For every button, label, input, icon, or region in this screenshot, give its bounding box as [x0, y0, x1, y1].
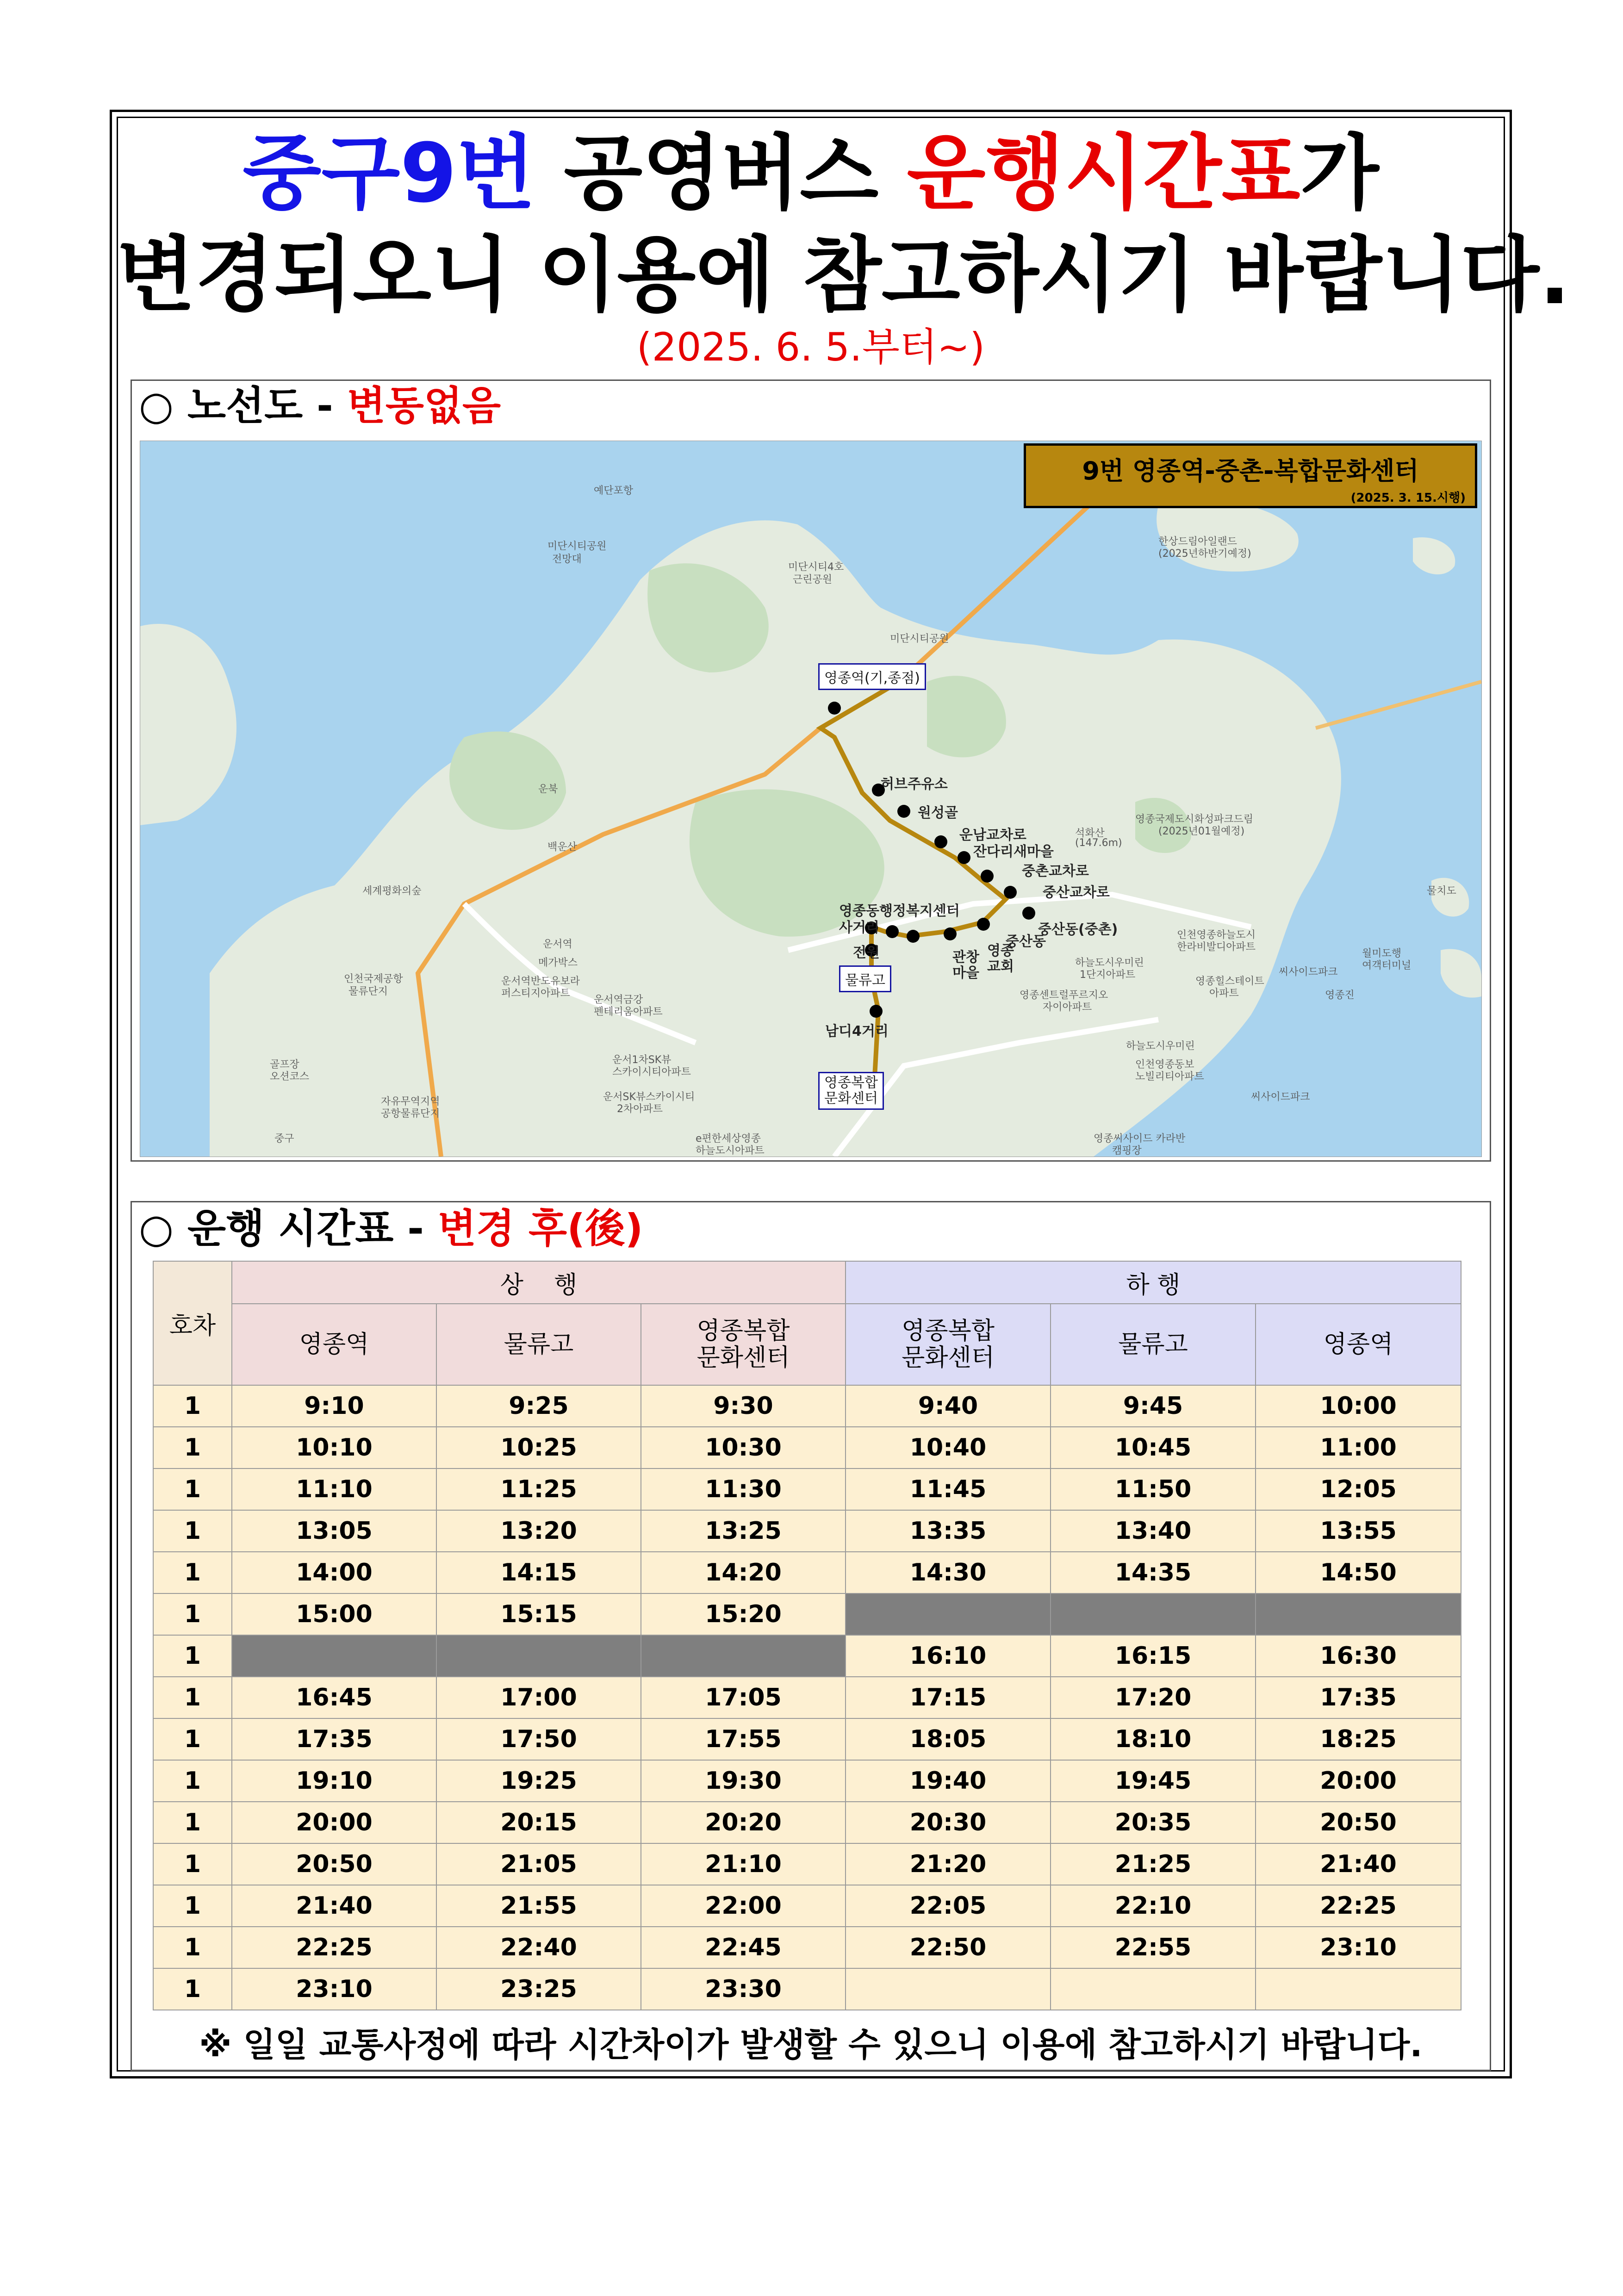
up-time-cell: 9:25: [436, 1385, 641, 1427]
down-time-cell: 23:10: [1256, 1927, 1461, 1968]
heading-label: 운행 시간표 -: [187, 1206, 438, 1252]
down-time-cell: [1051, 1968, 1256, 2010]
place-label: 자이아파트: [1043, 1002, 1092, 1013]
stop-label-jungsandong-chon: 중산동(중촌): [1038, 921, 1118, 938]
place-label: 미단시티4호: [788, 561, 844, 573]
up-time-cell: 14:15: [436, 1552, 641, 1593]
down-time-cell: 11:50: [1051, 1468, 1256, 1510]
down-time-cell: 18:05: [846, 1718, 1051, 1760]
col-header-car-no: 호차: [153, 1261, 232, 1385]
table-row: [153, 1843, 1461, 1885]
down-time-cell: [846, 1968, 1051, 2010]
down-time-cell: 20:30: [846, 1802, 1051, 1843]
stop-label-community-center: 영종동행정복지센터: [839, 903, 960, 919]
place-label: 예단포항: [594, 485, 634, 497]
table-row: [153, 1968, 1461, 2010]
place-label: 펜테리움아파트: [594, 1006, 663, 1018]
place-label: 운서1차SK뷰: [612, 1054, 672, 1066]
car-no-cell: 1: [153, 1385, 232, 1427]
place-label: 씨사이드파크: [1279, 966, 1338, 978]
up-time-cell: 23:10: [232, 1968, 436, 2010]
legend-subtitle: (2025. 3. 15.시행): [1350, 491, 1466, 505]
car-no-cell: 1: [153, 1593, 232, 1635]
place-label: 인천영종하늘도시: [1177, 929, 1256, 941]
table-row: [153, 1552, 1461, 1593]
down-time-cell: 10:40: [846, 1427, 1051, 1468]
place-label: 중구: [274, 1133, 294, 1145]
place-label: 석화산: [1075, 828, 1105, 839]
place-label: 캠핑장: [1112, 1145, 1142, 1157]
car-no-cell: 1: [153, 1802, 232, 1843]
up-time-cell: 13:20: [436, 1510, 641, 1552]
place-label: 오션코스: [270, 1071, 310, 1083]
down-time-cell: 13:35: [846, 1510, 1051, 1552]
col-header-down-stop: 영종복합 문화센터: [846, 1304, 1051, 1385]
down-time-cell: 12:05: [1256, 1468, 1461, 1510]
place-label: 운서역반도유보라: [501, 976, 580, 987]
up-time-cell: 17:35: [232, 1718, 436, 1760]
car-no-cell: 1: [153, 1510, 232, 1552]
car-no-cell: 1: [153, 1718, 232, 1760]
down-time-cell: 17:15: [846, 1677, 1051, 1718]
down-time-cell: 11:00: [1256, 1427, 1461, 1468]
timetable-heading: [139, 1203, 643, 1254]
stop-label-yeongjong: 영종: [987, 943, 1014, 959]
down-time-cell: 19:45: [1051, 1760, 1256, 1802]
down-time-cell: 20:35: [1051, 1802, 1256, 1843]
place-label: 하늘도시우미린: [1075, 957, 1144, 969]
down-time-cell: 10:45: [1051, 1427, 1256, 1468]
down-time-cell: 16:15: [1051, 1635, 1256, 1677]
up-time-cell: 21:05: [436, 1843, 641, 1885]
car-no-cell: 1: [153, 1885, 232, 1927]
table-row: [153, 1510, 1461, 1552]
place-label: 근린공원: [793, 574, 833, 585]
col-header-down-stop: 영종역: [1256, 1304, 1461, 1385]
place-label: 2차아파트: [617, 1103, 663, 1115]
up-time-cell: 11:30: [641, 1468, 846, 1510]
table-row: [153, 1635, 1461, 1677]
stop-label-gwanchang: 관창: [952, 949, 979, 965]
up-time-cell: 10:10: [232, 1427, 436, 1468]
up-time-cell: 21:10: [641, 1843, 846, 1885]
table-row: [153, 1927, 1461, 1968]
place-label: 메가박스: [538, 957, 578, 969]
stop-label-village: 마을: [952, 965, 979, 981]
table-row: [153, 1593, 1461, 1635]
place-label: 운서역금강: [594, 994, 643, 1006]
stop-label-wonseong: 원성골: [918, 805, 958, 821]
up-time-cell: 20:15: [436, 1802, 641, 1843]
place-label: 영종센트럴푸르지오: [1020, 989, 1108, 1001]
up-time-cell: 13:25: [641, 1510, 846, 1552]
stop-label-jungsandong: 중산동: [1006, 933, 1046, 950]
place-label: 전망대: [552, 554, 582, 565]
timetable: [153, 1261, 1461, 2010]
car-no-cell: 1: [153, 1677, 232, 1718]
down-time-cell: 18:10: [1051, 1718, 1256, 1760]
no-service-cell: [1051, 1593, 1256, 1635]
effective-date: (2025. 6. 5.부터~): [636, 324, 985, 370]
table-row: [153, 1385, 1461, 1427]
place-label: 운서SK뷰스카이시티: [603, 1091, 695, 1103]
place-label: 한라비발디아파트: [1177, 941, 1256, 953]
up-time-cell: 23:25: [436, 1968, 641, 2010]
down-time-cell: 9:40: [846, 1385, 1051, 1427]
car-no-cell: 1: [153, 1927, 232, 1968]
title-line-2: 변경되오니 이용에 참고하시기 바랍니다.: [117, 228, 1570, 323]
place-label: 하늘도시우미린: [1126, 1040, 1195, 1052]
table-row: [153, 1885, 1461, 1927]
up-time-cell: 14:00: [232, 1552, 436, 1593]
down-time-cell: 21:40: [1256, 1843, 1461, 1885]
up-time-cell: 15:20: [641, 1593, 846, 1635]
heading-label: 노선도 -: [187, 383, 347, 429]
down-time-cell: 10:00: [1256, 1385, 1461, 1427]
up-time-cell: 17:05: [641, 1677, 846, 1718]
up-time-cell: 17:50: [436, 1718, 641, 1760]
place-label: 영종국제도시화성파크드림: [1135, 814, 1254, 825]
up-time-cell: 17:00: [436, 1677, 641, 1718]
up-time-cell: 22:00: [641, 1885, 846, 1927]
car-no-cell: 1: [153, 1968, 232, 2010]
place-label: 한상드림아일랜드: [1158, 536, 1237, 548]
place-label: 인천국제공항: [344, 973, 403, 985]
up-time-cell: 19:10: [232, 1760, 436, 1802]
place-label: 영종힐스테이트: [1195, 976, 1264, 987]
up-time-cell: 21:40: [232, 1885, 436, 1927]
up-time-cell: 11:10: [232, 1468, 436, 1510]
table-row: [153, 1427, 1461, 1468]
stop-label-hub: 허브주유소: [881, 776, 948, 792]
place-label: 영종씨사이드 카라반: [1094, 1133, 1186, 1145]
route-name: 중구9번: [243, 126, 535, 221]
down-time-cell: 21:20: [846, 1843, 1051, 1885]
place-label: 아파트: [1209, 988, 1239, 999]
place-label: (147.6m): [1075, 837, 1122, 849]
col-header-down-stop: 물류고: [1051, 1304, 1256, 1385]
route-map-heading: [139, 380, 501, 431]
stop-label-jeonwon: 전원: [853, 945, 880, 961]
place-label: 운북: [538, 784, 558, 795]
place-label: 물류단지: [348, 986, 388, 997]
place-label: 스카이시티아파트: [612, 1066, 691, 1078]
down-time-cell: 22:50: [846, 1927, 1051, 1968]
car-no-cell: 1: [153, 1843, 232, 1885]
up-time-cell: 13:05: [232, 1510, 436, 1552]
down-time-cell: 16:30: [1256, 1635, 1461, 1677]
no-service-cell: [232, 1635, 436, 1677]
up-time-cell: 20:20: [641, 1802, 846, 1843]
table-row: [153, 1718, 1461, 1760]
place-label: 미단시티공원: [890, 633, 949, 645]
place-label: 여객터미널: [1362, 960, 1412, 971]
legend-title: 9번 영종역-중촌-복합문화센터: [1082, 456, 1419, 485]
up-time-cell: 11:25: [436, 1468, 641, 1510]
place-label: 운서역: [543, 939, 572, 950]
down-time-cell: 22:55: [1051, 1927, 1256, 1968]
down-time-cell: 22:25: [1256, 1885, 1461, 1927]
place-label: (2025년하반기예정): [1158, 548, 1251, 560]
place-label: 세계평화의숲: [362, 885, 422, 897]
down-time-cell: 9:45: [1051, 1385, 1256, 1427]
down-time-cell: 16:10: [846, 1635, 1051, 1677]
title-mid: 공영버스: [535, 126, 907, 221]
place-label: 골프장: [270, 1059, 299, 1070]
place-label: 노빌리티아파트: [1135, 1071, 1204, 1083]
up-time-cell: 19:30: [641, 1760, 846, 1802]
place-label: 월미도행: [1362, 948, 1402, 959]
down-time-cell: 11:45: [846, 1468, 1051, 1510]
stop-label-namdi: 남디4거리: [825, 1023, 889, 1039]
table-row: [153, 1468, 1461, 1510]
up-time-cell: 21:55: [436, 1885, 641, 1927]
place-label: 자유무역지역: [381, 1096, 440, 1108]
up-time-cell: 9:30: [641, 1385, 846, 1427]
place-label: 하늘도시아파트: [696, 1145, 765, 1157]
up-time-cell: 9:10: [232, 1385, 436, 1427]
place-label: 씨사이드파크: [1251, 1091, 1310, 1103]
no-service-cell: [641, 1635, 846, 1677]
down-time-cell: 18:25: [1256, 1718, 1461, 1760]
place-label: 공항물류단지: [381, 1108, 440, 1120]
down-time-cell: 17:20: [1051, 1677, 1256, 1718]
route-legend-box: [1024, 443, 1477, 508]
stop-label-jungsan: 중산교차로: [1043, 884, 1110, 901]
stop-mulryugo: 물류고: [839, 965, 891, 992]
up-time-cell: 20:00: [232, 1802, 436, 1843]
stop-label-jungchon: 중촌교차로: [1022, 863, 1089, 879]
down-time-cell: 14:35: [1051, 1552, 1256, 1593]
car-no-cell: 1: [153, 1635, 232, 1677]
down-time-cell: [1256, 1968, 1461, 2010]
down-time-cell: 13:55: [1256, 1510, 1461, 1552]
car-no-cell: 1: [153, 1427, 232, 1468]
down-time-cell: 21:25: [1051, 1843, 1256, 1885]
place-label: 퍼스티지아파트: [501, 988, 570, 999]
car-no-cell: 1: [153, 1468, 232, 1510]
route-status: 변동없음: [347, 383, 501, 429]
footnote: ※ 일일 교통사정에 따라 시간차이가 발생할 수 있으니 이용에 참고하시기 바랍니다.: [199, 2025, 1423, 2064]
place-label: 영종진: [1325, 989, 1355, 1001]
title-timetable-word: 운행시간표: [907, 126, 1300, 221]
col-header-up: 상 행: [232, 1261, 846, 1304]
up-time-cell: 14:20: [641, 1552, 846, 1593]
place-label: (2025년01월예정): [1158, 826, 1245, 837]
up-time-cell: 10:30: [641, 1427, 846, 1468]
place-label: 인천영종동보: [1135, 1059, 1194, 1070]
col-header-down: 하 행: [846, 1261, 1461, 1304]
up-time-cell: 22:40: [436, 1927, 641, 1968]
up-time-cell: 22:25: [232, 1927, 436, 1968]
down-time-cell: 22:10: [1051, 1885, 1256, 1927]
title-end: 가: [1300, 126, 1379, 221]
no-service-cell: [1256, 1593, 1461, 1635]
place-label: e편한세상영종: [696, 1133, 761, 1145]
down-time-cell: 14:50: [1256, 1552, 1461, 1593]
no-service-cell: [846, 1593, 1051, 1635]
stop-label-jandari: 잔다리새마을: [973, 844, 1054, 860]
place-label: 백운산: [547, 841, 577, 853]
title-line-1: [117, 123, 1505, 224]
stop-cultural-center: 영종복합 문화센터: [818, 1072, 884, 1110]
stop-label-unnam: 운남교차로: [959, 827, 1026, 843]
table-row: [153, 1760, 1461, 1802]
col-header-up-stop: 영종복합 문화센터: [641, 1304, 846, 1385]
down-time-cell: 13:40: [1051, 1510, 1256, 1552]
table-row: [153, 1802, 1461, 1843]
up-time-cell: 10:25: [436, 1427, 641, 1468]
up-time-cell: 22:45: [641, 1927, 846, 1968]
up-time-cell: 20:50: [232, 1843, 436, 1885]
map-graphic: [140, 441, 1481, 1157]
place-label: 1단지아파트: [1080, 969, 1136, 981]
place-label: 미단시티공원: [547, 541, 607, 552]
up-time-cell: 19:25: [436, 1760, 641, 1802]
up-time-cell: 17:55: [641, 1718, 846, 1760]
route-map: [140, 441, 1482, 1157]
down-time-cell: 22:05: [846, 1885, 1051, 1927]
stop-label-intersection: 사거리: [839, 920, 879, 936]
heading-marker: ○: [139, 383, 174, 429]
up-time-cell: 15:00: [232, 1593, 436, 1635]
up-time-cell: 15:15: [436, 1593, 641, 1635]
car-no-cell: 1: [153, 1760, 232, 1802]
stop-yeongjong-station: 영종역(기,종점): [818, 663, 926, 690]
col-header-up-stop: 영종역: [232, 1304, 436, 1385]
col-header-up-stop: 물류고: [436, 1304, 641, 1385]
down-time-cell: 14:30: [846, 1552, 1051, 1593]
heading-marker: ○: [139, 1206, 174, 1252]
car-no-cell: 1: [153, 1552, 232, 1593]
timetable-status: 변경 후(後): [437, 1206, 643, 1252]
no-service-cell: [436, 1635, 641, 1677]
up-time-cell: 23:30: [641, 1968, 846, 2010]
down-time-cell: 20:00: [1256, 1760, 1461, 1802]
down-time-cell: 19:40: [846, 1760, 1051, 1802]
down-time-cell: 17:35: [1256, 1677, 1461, 1718]
down-time-cell: 20:50: [1256, 1802, 1461, 1843]
table-row: [153, 1677, 1461, 1718]
place-label: 물치도: [1427, 885, 1456, 897]
stop-label-church: 교회: [987, 958, 1014, 975]
up-time-cell: 16:45: [232, 1677, 436, 1718]
